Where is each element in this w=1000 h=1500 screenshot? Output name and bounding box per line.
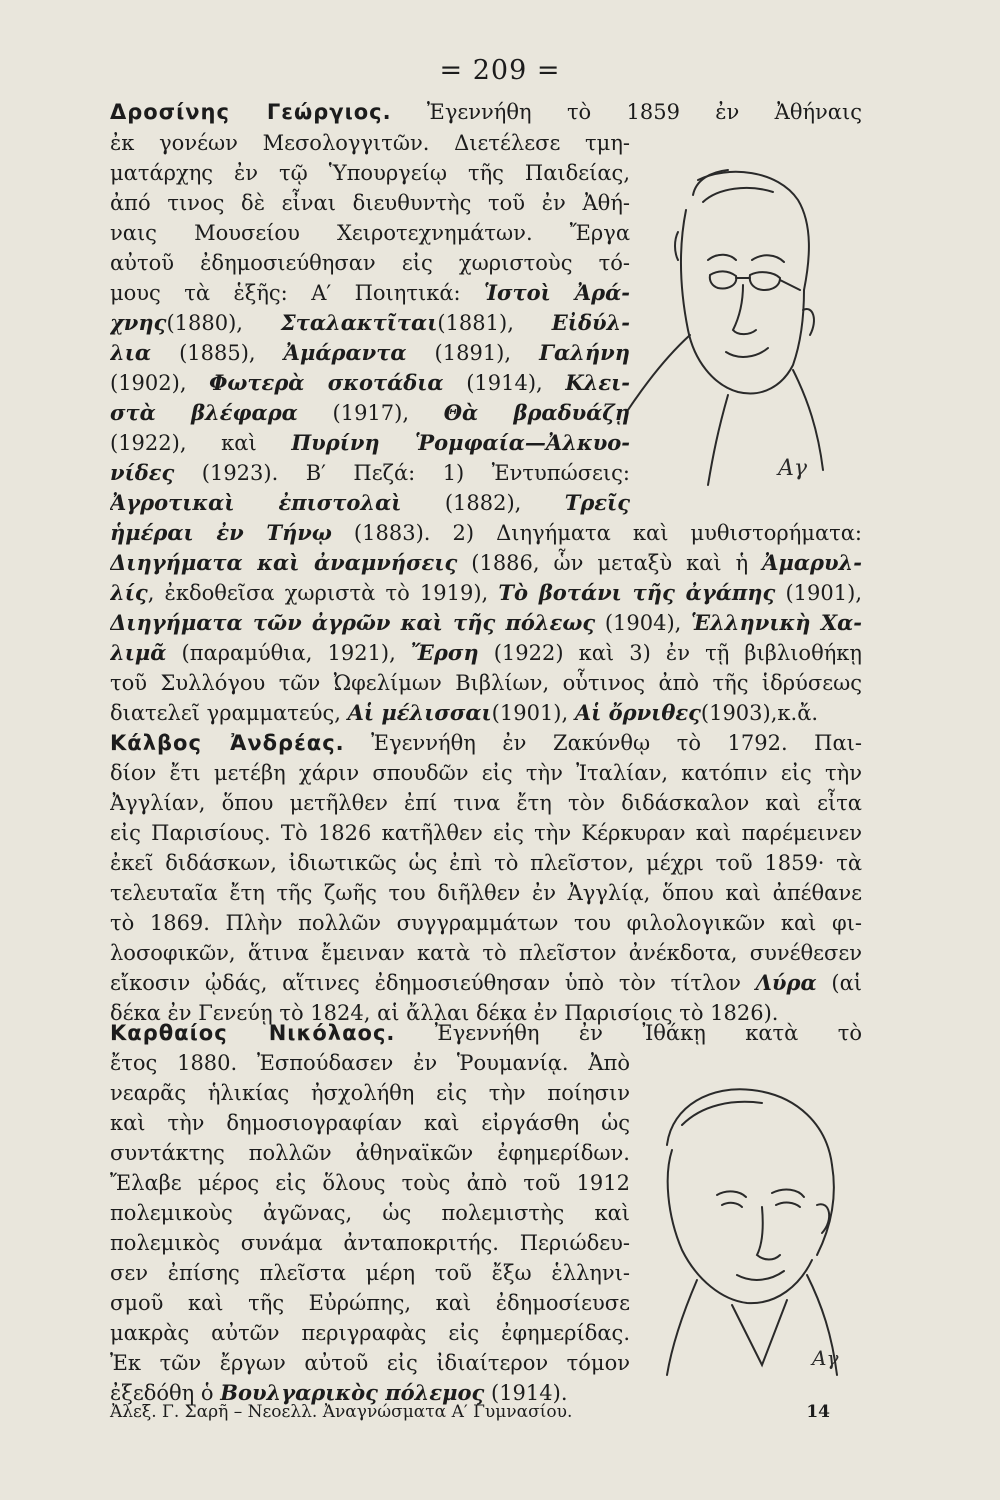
text-run: ἐκεῖ διδάσκων, ἰδιωτικῶς ὡς ἐπὶ τὸ πλεῖστον, μέχρι τοῦ 1859· τὰ [110, 851, 862, 875]
text-line [110, 548, 862, 578]
text-line [110, 338, 630, 368]
text-run: (1922) καὶ 3) ἐν τῇ βιβλιοθήκῃ [478, 641, 862, 665]
text-line [110, 128, 630, 158]
text-run: ἐξεδόθη ὁ [110, 1381, 221, 1405]
text-run: (1923). Β′ Πεζά: 1) Ἐντυπώσεις: [174, 461, 630, 485]
text-line [110, 1348, 630, 1378]
text-line [110, 428, 630, 458]
text-run: (1902), [110, 371, 210, 395]
text-run: σεν ἐπίσης πλεῖστα μέρη τοῦ ἔξω ἑλληνι- [110, 1261, 630, 1285]
work-title: Κλει- [565, 370, 630, 395]
work-title: νίδες [110, 460, 175, 485]
text-run: (1882), [401, 491, 565, 515]
work-title: Σταλακτῖται [280, 310, 438, 335]
footer-sheet-number: 14 [806, 1402, 830, 1422]
text-run: (1885), [151, 341, 284, 365]
work-title: Τὸ βοτάνι τῆς ἀγάπης [498, 580, 776, 605]
text-run: (1917), [297, 401, 444, 425]
text-run: (αἱ [816, 971, 862, 995]
text-run: αὐτοῦ ἐδημοσιεύθησαν εἰς χωριστοὺς τό- [110, 251, 630, 275]
text-run: δίον ἔτι μετέβη χάριν σπουδῶν εἰς τὴν Ἰταλίαν, κατόπιν εἰς τὴν [110, 761, 862, 785]
text-line [110, 1078, 630, 1108]
work-title: ἡμέραι ἐν Τήνῳ [110, 520, 332, 545]
work-title: Τρεῖς [564, 490, 630, 515]
text-run: (1881), [437, 311, 552, 335]
text-run: , ἐκδοθεῖσα χωριστὰ τὸ 1919), [147, 581, 499, 605]
text-run: πολεμικοὺς ἀγῶνας, ὡς πολεμιστὴς καὶ [110, 1201, 630, 1225]
text-run: Ἐγεννήθη τὸ 1859 ἐν Ἀθήναις [391, 100, 862, 124]
work-title: Βουλγαρικὸς πόλεμος [220, 1380, 485, 1405]
text-line [110, 1318, 630, 1348]
text-run: ἐκ γονέων Μεσολογγιτῶν. Διετέλεσε τμη- [110, 131, 630, 155]
text-line [110, 668, 862, 698]
text-line [110, 1228, 630, 1258]
text-line [110, 818, 862, 848]
text-line [110, 788, 862, 818]
work-title: Αἱ ὄρνιθες [574, 700, 701, 725]
work-title: Διηγήματα τῶν ἀγρῶν καὶ τῆς πόλεως [110, 610, 596, 635]
text-line [110, 848, 862, 878]
text-line [110, 368, 630, 398]
text-run: (1891), [406, 341, 540, 365]
text-line [110, 188, 630, 218]
text-run: συντάκτης πολλῶν ἀθηναϊκῶν ἐφημερίδων. [110, 1141, 630, 1165]
work-title: Ἀμάραντα [283, 340, 407, 365]
entry-heading: Δροσίνης Γεώργιος. [110, 100, 392, 124]
text-line [110, 158, 630, 188]
portrait-signature-2: Αγ [812, 1346, 839, 1370]
page-footer [110, 1402, 830, 1422]
text-run: καὶ τὴν δημοσιογραφίαν καὶ εἰργάσθη ὡς [110, 1111, 630, 1135]
text-run: (1922), καὶ [110, 431, 292, 455]
text-run: λοσοφικῶν, ἅτινα ἔμειναν κατὰ τὸ πλεῖστον ἀνέκδοτα, συνέθεσεν [110, 941, 862, 965]
text-run: ἀπό τινος δὲ εἶναι διευθυντὴς τοῦ ἐν Ἀθή- [110, 191, 630, 215]
text-run: διατελεῖ γραμματεύς, [110, 701, 348, 725]
text-run: ἔτος 1880. Ἐσπούδασεν ἐν Ῥουμανίᾳ. Ἀπὸ [110, 1051, 630, 1075]
text-run: (1886, ὧν μεταξὺ καὶ ἡ [457, 551, 763, 575]
text-run: τοῦ Συλλόγου τῶν Ὠφελίμων Βιβλίων, οὗτινος ἀπὸ τῆς ἱδρύσεως [110, 671, 862, 695]
text-run: τελευταῖα ἔτη τῆς ζωῆς του διῆλθεν ἐν Ἀγγλίᾳ, ὅπου καὶ ἀπέθανε [110, 881, 862, 905]
work-title: Γαλήνη [539, 340, 630, 365]
page-number: = 209 = [439, 55, 561, 86]
entry-heading: Κάλβος Ἀνδρέας. [110, 731, 345, 755]
work-title: Αἱ μέλισσαι [347, 700, 492, 725]
work-title: λιμᾶ [110, 640, 167, 665]
text-line [110, 248, 630, 278]
work-title: στὰ βλέφαρα [110, 400, 298, 425]
text-run: (1914), [443, 371, 566, 395]
text-line [110, 278, 630, 308]
text-line [110, 1108, 630, 1138]
text-line [110, 908, 862, 938]
text-run: (1883). 2) Διηγήματα καὶ μυθιστορήματα: [331, 521, 862, 545]
entry-heading: Καρθαίος Νικόλαος. [110, 1021, 396, 1045]
text-line [110, 97, 862, 127]
text-run: πολεμικὸς συνάμα ἀνταποκριτής. Περιώδευ- [110, 1231, 630, 1255]
text-run: Ἐγεννήθη ἐν Ζακύνθῳ τὸ 1792. Παι- [344, 731, 862, 755]
work-title: Ἱστοὶ Ἀρά- [484, 280, 630, 305]
text-run: μακρὰς αὐτῶν περιγραφὰς εἰς ἐφημερίδας. [110, 1321, 630, 1345]
text-line [110, 1258, 630, 1288]
work-title: Θὰ βραδυάζῃ [443, 400, 630, 425]
text-run: (1901), [775, 581, 862, 605]
footer-citation: Ἀλεξ. Γ. Σαρῆ – Νεοελλ. Ἀναγνώσματα Α′ Γυμνασίου. [110, 1402, 573, 1422]
text-run: σμοῦ καὶ τῆς Εὐρώπης, καὶ ἐδημοσίευσε [110, 1291, 630, 1315]
text-line [110, 1198, 630, 1228]
text-run: ματάρχης ἐν τῷ Ὑπουργείῳ τῆς Παιδείας, [110, 161, 630, 185]
text-line [110, 728, 862, 758]
text-line [110, 1048, 630, 1078]
text-line [110, 698, 862, 728]
work-title: Πυρίνη Ῥομφαία—Ἀλκυο- [291, 430, 630, 455]
text-line [110, 488, 630, 518]
work-title: Ἔρση [410, 640, 479, 665]
text-run: (1903),κ.ἄ. [700, 701, 819, 725]
portrait-karthaios [612, 1065, 872, 1385]
text-line [110, 218, 630, 248]
text-line [110, 578, 862, 608]
work-title: Εἰδύλ- [551, 310, 630, 335]
text-run: Ἔλαβε μέρος εἰς ὅλους τοὺς ἀπὸ τοῦ 1912 [110, 1171, 630, 1195]
text-line [110, 518, 862, 548]
text-run: Ἐγεννήθη ἐν Ἰθάκῃ κατὰ τὸ [395, 1021, 862, 1045]
portrait-signature-1: Αγ [778, 456, 808, 481]
text-run: δέκα ἐν Γενεύῃ τὸ 1824, αἱ ἄλλαι δέκα ἐν Παρισίοις τὸ 1826). [110, 1001, 779, 1025]
text-line [110, 638, 862, 668]
work-title: Ἀμαρυλ- [762, 550, 862, 575]
work-title: χνης [110, 310, 167, 335]
text-run: μους τὰ ἑξῆς: Α′ Ποιητικά: [110, 281, 485, 305]
text-line [110, 1288, 630, 1318]
portrait-drosinis [578, 140, 868, 500]
text-run: τὸ 1869. Πλὴν πολλῶν συγγραμμάτων του φιλολογικῶν καὶ φι- [110, 911, 862, 935]
text-run: (παραμύθια, 1921), [166, 641, 411, 665]
text-line [110, 1168, 630, 1198]
text-line [110, 1138, 630, 1168]
work-title: Φωτερὰ σκοτάδια [209, 370, 444, 395]
text-line [110, 308, 630, 338]
text-run: (1880), [166, 311, 281, 335]
work-title: Ἀγροτικαὶ ἐπιστολαὶ [110, 490, 402, 515]
work-title: Ἑλληνικὴ Χα- [691, 610, 862, 635]
work-title: λίς [110, 580, 148, 605]
text-line [110, 758, 862, 788]
text-line [110, 1018, 862, 1048]
text-line [110, 398, 630, 428]
work-title: Διηγήματα καὶ ἀναμνήσεις [110, 550, 458, 575]
text-run: Ἀγγλίαν, ὅπου μετῆλθεν ἐπί τινα ἔτη τὸν διδάσκαλον καὶ εἶτα [110, 791, 862, 815]
text-run: (1901), [491, 701, 575, 725]
text-run: εἰς Παρισίους. Τὸ 1826 κατῆλθεν εἰς τὴν Κέρκυραν καὶ παρέμεινεν [110, 821, 862, 845]
text-line [110, 938, 862, 968]
text-run: εἴκοσιν ᾠδάς, αἵτινες ἐδημοσιεύθησαν ὑπὸ τὸν τίτλον [110, 971, 756, 995]
text-run: νεαρᾶς ἡλικίας ἠσχολήθη εἰς τὴν ποίησιν [110, 1081, 630, 1105]
text-run: ναις Μουσείου Χειροτεχνημάτων. Ἔργα [110, 221, 630, 245]
text-line [110, 608, 862, 638]
text-run: (1904), [595, 611, 691, 635]
text-run: (1914). [484, 1381, 568, 1405]
work-title: Λύρα [755, 970, 817, 995]
work-title: λια [110, 340, 152, 365]
text-run: Ἐκ τῶν ἔργων αὐτοῦ εἰς ἰδιαίτερον τόμον [110, 1351, 630, 1375]
text-line [110, 878, 862, 908]
text-line [110, 458, 630, 488]
text-line [110, 968, 862, 998]
